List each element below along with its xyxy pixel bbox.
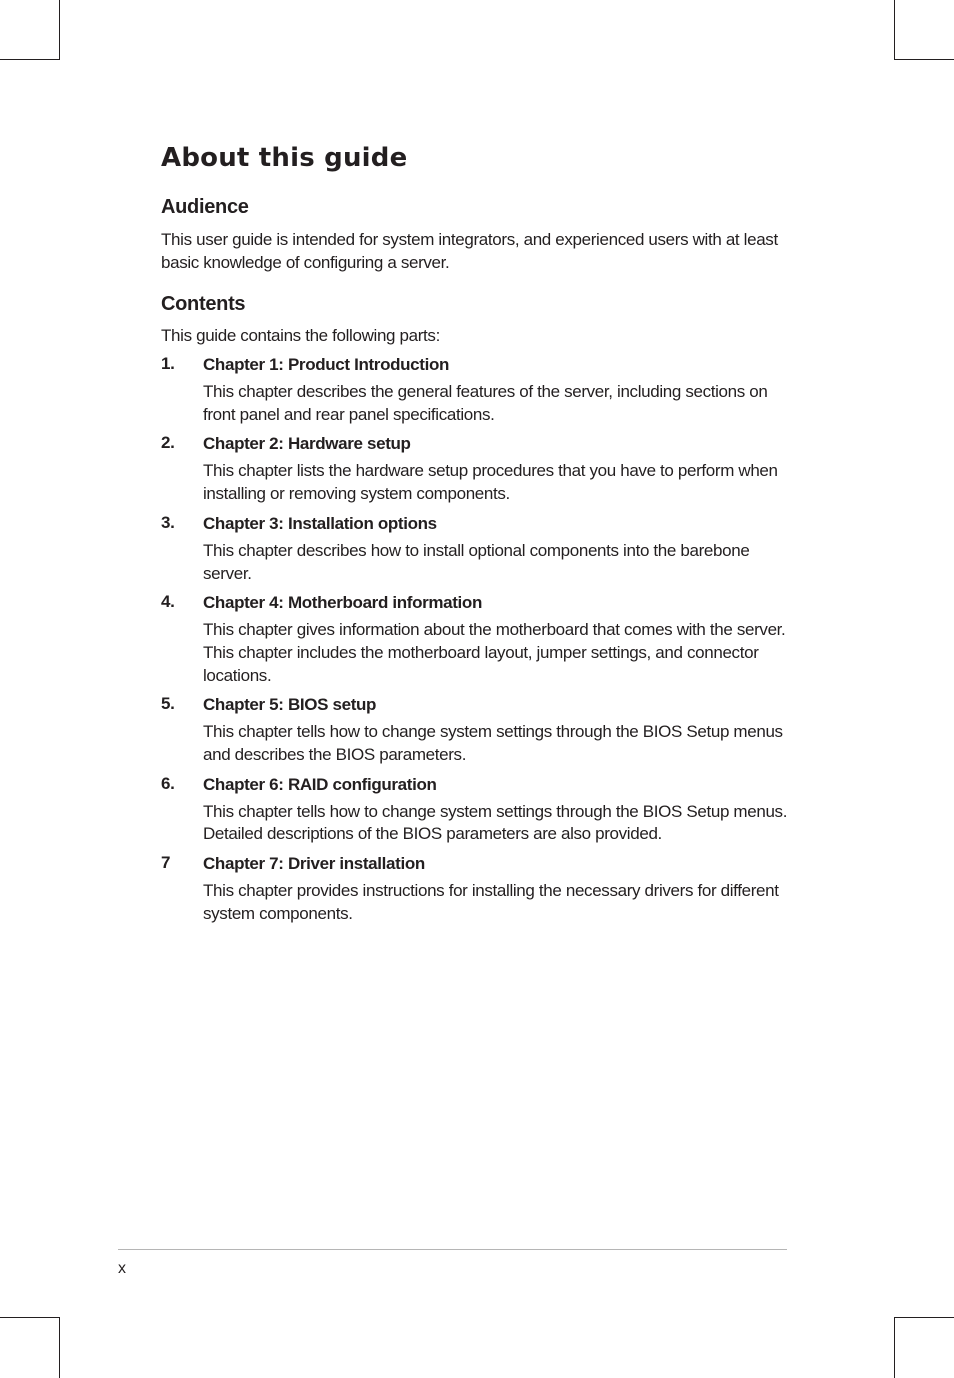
chapter-description: This chapter tells how to change system settings through the BIOS Setup menus. Detailed descriptions of the BIOS parameters are also provided. xyxy=(203,801,788,844)
chapter-title: Chapter 6: RAID configuration xyxy=(203,774,437,794)
crop-mark-bottom-right-vertical xyxy=(894,1317,895,1378)
crop-mark-top-right-horizontal xyxy=(894,59,954,60)
chapter-item-4 xyxy=(161,590,801,687)
chapter-description: This chapter describes the general features of the server, including sections on front panel and rear panel specifications. xyxy=(203,382,768,424)
crop-mark-top-left-vertical xyxy=(59,0,60,60)
footer-divider xyxy=(118,1249,787,1250)
chapter-description: This chapter describes how to install optional components into the barebone server. xyxy=(203,540,750,583)
chapter-item-3 xyxy=(161,511,801,585)
page-title: About this guide xyxy=(161,143,408,173)
crop-mark-bottom-right-horizontal xyxy=(894,1317,954,1318)
crop-mark-top-left-horizontal xyxy=(0,59,60,60)
chapter-title: Chapter 7: Driver installation xyxy=(203,854,425,874)
chapter-description: This chapter provides instructions for installing the necessary drivers for different system components. xyxy=(203,881,779,923)
chapter-title: Chapter 5: BIOS setup xyxy=(203,695,377,715)
chapter-item-6 xyxy=(161,772,801,846)
crop-mark-top-right-vertical xyxy=(894,0,895,60)
chapter-number: 7 xyxy=(161,853,171,873)
chapter-item-2 xyxy=(161,431,801,505)
crop-mark-bottom-left-vertical xyxy=(59,1317,60,1378)
chapter-number: 3. xyxy=(161,512,175,532)
chapter-item-5 xyxy=(161,692,801,766)
chapter-number: 4. xyxy=(161,592,175,612)
chapter-description: This chapter tells how to change system settings through the BIOS Setup menus and describes the BIOS parameters. xyxy=(203,722,783,765)
chapter-description: This chapter gives information about the motherboard that comes with the server. This chapter includes the motherboard layout, jumper settings, and connector locations. xyxy=(203,620,786,685)
chapter-item-7 xyxy=(161,851,801,925)
audience-heading: Audience xyxy=(161,196,249,218)
contents-intro: This guide contains the following parts: xyxy=(161,326,440,345)
contents-heading: Contents xyxy=(161,293,246,315)
chapter-title: Chapter 4: Motherboard information xyxy=(203,593,482,613)
chapter-number: 1. xyxy=(161,354,175,373)
chapter-list xyxy=(161,352,801,926)
chapter-item-1 xyxy=(161,352,801,426)
chapter-title: Chapter 3: Installation options xyxy=(203,513,437,533)
page-number: x xyxy=(118,1260,126,1277)
chapter-title: Chapter 1: Product Introduction xyxy=(203,355,450,374)
audience-text: This user guide is intended for system integrators, and experienced users with at least basic knowledge of configuring a server. xyxy=(161,230,778,272)
chapter-number: 2. xyxy=(161,433,175,453)
chapter-description: This chapter lists the hardware setup procedures that you have to perform when installing or removing system components. xyxy=(203,461,778,504)
crop-mark-bottom-left-horizontal xyxy=(0,1317,60,1318)
chapter-title: Chapter 2: Hardware setup xyxy=(203,434,411,454)
chapter-number: 6. xyxy=(161,773,175,793)
chapter-number: 5. xyxy=(161,694,175,714)
